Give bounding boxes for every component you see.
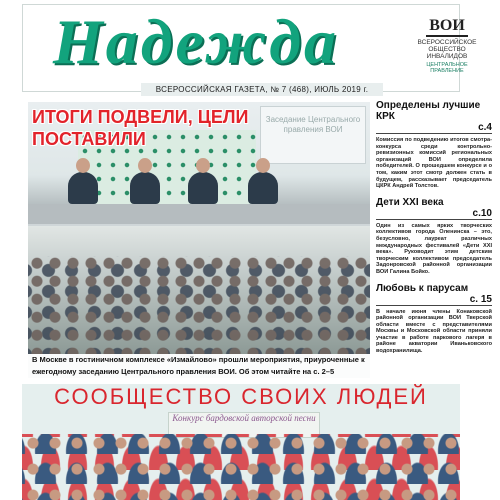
lead-caption: В Москве в гостиничном комплексе «Измайлово» прошли мероприятия, приуроченные к ежегодному заседанию Центрального правления ВОИ. Об этом читайте на с. 2–5 — [28, 354, 370, 378]
presidium-person — [248, 172, 278, 204]
audience-crowd — [28, 256, 370, 354]
lead-headline: ИТОГИ ПОДВЕЛИ, ЦЕЛИ ПОСТАВИЛИ — [32, 107, 249, 149]
community-title: СООБЩЕСТВО СВОИХ ЛЮДЕЙ — [54, 384, 428, 409]
contest-banner: Конкурс бардовской авторской песни — [168, 412, 320, 438]
voi-org-name: ВСЕРОССИЙСКОЕ ОБЩЕСТВО ИНВАЛИДОВ — [417, 39, 477, 60]
community-section — [22, 384, 460, 500]
masthead — [22, 4, 477, 94]
projection-screen: Заседание Центрального правления ВОИ — [260, 106, 366, 164]
presidium-person — [68, 172, 98, 204]
voi-logo: ВОИ — [426, 17, 468, 37]
newspaper-title: Надежда — [53, 6, 340, 77]
teaser-text: Один из самых ярких творческих коллективов города Оленинска – это, безусловно, лауреат различных международных фестивалей «Дети XXI века». Руководит этим детским творческим коллективом председатель Задонровской районной организации ВОИ Галина Бойко. — [376, 222, 492, 275]
audience-photo — [28, 226, 370, 354]
teaser-page: с.10 — [376, 208, 492, 220]
voi-board-name: ЦЕНТРАЛЬНОЕ ПРАВЛЕНИЕ — [426, 62, 468, 74]
teaser-heading: Определены лучшие КРК — [376, 100, 481, 122]
issue-line: ВСЕРОССИЙСКАЯ ГАЗЕТА, № 7 (468), ИЮЛЬ 2019 г. — [141, 83, 383, 96]
teaser-text: Комиссия по подведению итогов смотра-конкурса среди контрольно-ревизионных комиссий региональных организаций ВОИ определила победителей. О прошедшем конкурсе и о том, каким этот смотр должен стать в будущем, рассказывает председатель ЦКРК Андрей Толстов. — [376, 137, 492, 190]
group-photo — [22, 434, 460, 500]
presidium-table — [28, 204, 370, 224]
teaser-heading: Дети XXI века — [376, 196, 444, 208]
sidebar-teasers — [376, 100, 492, 390]
teaser-page: с. 15 — [376, 294, 492, 306]
presidium-person — [188, 172, 218, 204]
teaser-text: В начале июня члены Конаковской районной организации ВОИ Тверской области вместе с представителями Москвы и Московской области приняли участие в работе паркового лагеря в районе акватории Иваньковского водохранилища. — [376, 308, 492, 355]
teaser-item[interactable] — [376, 197, 492, 276]
teaser-item[interactable] — [376, 100, 492, 190]
teaser-item[interactable] — [376, 283, 492, 355]
voi-emblem — [417, 17, 477, 77]
teaser-page: с.4 — [376, 122, 492, 134]
lead-story — [28, 102, 370, 378]
teaser-heading: Любовь к парусам — [376, 282, 469, 294]
presidium-person — [130, 172, 160, 204]
